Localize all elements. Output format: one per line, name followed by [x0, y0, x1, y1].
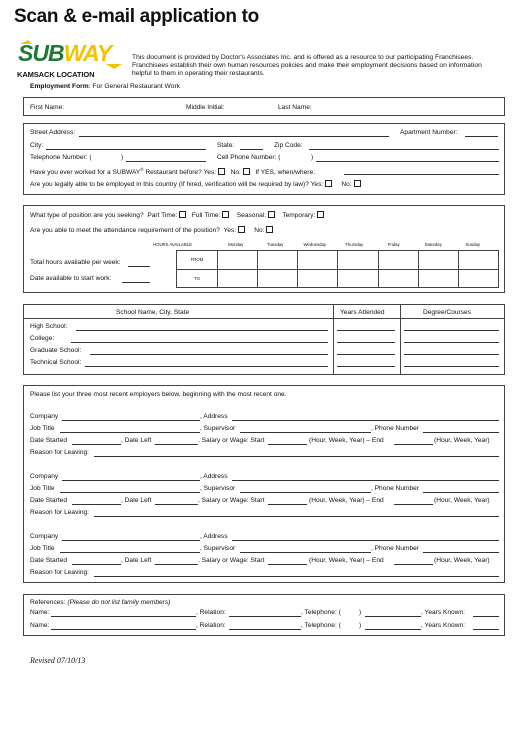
- employment-form-label: [30, 83, 180, 90]
- employment-intro: Please list your three most recent employers below, beginning with the most recent one.: [30, 391, 287, 398]
- school-field[interactable]: [71, 342, 328, 343]
- hours-cell[interactable]: [258, 269, 298, 288]
- zip-label: Zip Code:: [274, 142, 303, 149]
- location-label: KAMSACK LOCATION: [17, 70, 95, 79]
- salary-start-label: , Salary or Wage: Start: [198, 557, 265, 564]
- ref-relation-label: , Relation:: [196, 622, 226, 629]
- logo-text-a: SUB: [18, 40, 64, 66]
- day-label: Wednesday: [303, 242, 327, 247]
- salary-start-label: , Salary or Wage: Start: [198, 437, 265, 444]
- position-label: What type of position are you seeking?: [30, 212, 144, 219]
- phone-number-field[interactable]: [423, 432, 499, 433]
- hours-to-row: [177, 269, 499, 288]
- if-yes-field[interactable]: [344, 174, 499, 175]
- to-cell: [177, 269, 218, 288]
- years-col-header: Years Attended: [340, 309, 385, 316]
- temporary-checkbox[interactable]: [317, 211, 324, 218]
- city-field[interactable]: [46, 149, 206, 150]
- date-available-label: Date available to start work:: [30, 275, 112, 282]
- salary-period-label: (Hour, Week, Year): [434, 557, 490, 564]
- temporary-label: Temporary:: [282, 212, 316, 219]
- worked-before-a: Have you ever worked for a SUBWAY: [30, 169, 141, 177]
- day-label: Sunday: [465, 242, 481, 247]
- job-title-label: Job Title: [30, 545, 55, 552]
- years-field[interactable]: [337, 342, 395, 343]
- ref-years-known-label: , Years Known:: [421, 609, 465, 616]
- apartment-label: Apartment Number:: [400, 129, 458, 136]
- references-note: (Please do not list family members): [67, 599, 171, 606]
- ref-telephone-close: ): [359, 609, 362, 616]
- hours-cell[interactable]: [218, 269, 258, 288]
- hours-cell[interactable]: [458, 251, 498, 270]
- day-label: Monday: [228, 242, 244, 247]
- page-title: Scan & e-mail application to: [14, 6, 259, 27]
- day-label: Thursday: [345, 242, 364, 247]
- first-name-label: First Name:: [30, 104, 65, 111]
- salary-start-field[interactable]: [268, 504, 307, 505]
- hours-cell[interactable]: [418, 269, 458, 288]
- registered-mark: ®: [140, 167, 144, 172]
- ref-years-known-field[interactable]: [473, 616, 499, 617]
- street-address-label: Street Address:: [30, 129, 76, 136]
- hours-cell[interactable]: [458, 269, 498, 288]
- intro-paragraph: This document is provided by Doctor's Associates Inc. and is offered as a resource to our participating Franchisees. Franchisees establish their own human resources policies and make their employment decisions based on information helpful to them in operating their restaurants.: [132, 54, 482, 77]
- years-field[interactable]: [337, 366, 395, 367]
- salary-start-label: , Salary or Wage: Start: [198, 497, 265, 504]
- years-field[interactable]: [337, 330, 395, 331]
- ref-name-label: Name:: [30, 622, 50, 629]
- date-started-label: Date Started: [30, 557, 68, 564]
- salary-end-field[interactable]: [394, 444, 433, 445]
- date-left-field[interactable]: [155, 444, 198, 445]
- attendance-question: [30, 226, 273, 234]
- legal-no-label: No:: [341, 181, 352, 188]
- ref-years-known-field[interactable]: [473, 629, 499, 630]
- education-row-label: Technical School:: [30, 359, 82, 366]
- company-label: Company: [30, 533, 59, 540]
- address-field[interactable]: [232, 540, 499, 541]
- logo-text-b: WAY: [63, 40, 112, 66]
- salary-start-field[interactable]: [268, 564, 307, 565]
- education-header-rule: [24, 318, 504, 319]
- reason-field[interactable]: [94, 576, 499, 577]
- education-row-label: College:: [30, 335, 55, 342]
- references-section: [23, 594, 505, 636]
- ref-relation-field[interactable]: [229, 629, 301, 630]
- logo-wordmark: [18, 40, 111, 67]
- hours-cell[interactable]: [338, 251, 378, 270]
- date-left-label: , Date Left: [121, 557, 152, 564]
- phone-number-field[interactable]: [423, 552, 499, 553]
- hours-cell[interactable]: [218, 251, 258, 270]
- address-label: , Address: [200, 473, 228, 480]
- worked-before-yes-checkbox[interactable]: [218, 168, 225, 175]
- legal-question: [30, 180, 361, 188]
- legal-label: Are you legally able to be employed in this country (If hired, verification will be required by law)? Yes:: [30, 181, 324, 188]
- address-label: , Address: [200, 533, 228, 540]
- reason-field[interactable]: [94, 516, 499, 517]
- ref-telephone-label: , Telephone: (: [301, 609, 341, 616]
- phone-label: Telephone Number: (: [30, 154, 92, 161]
- street-address-field[interactable]: [79, 136, 389, 137]
- education-divider: [400, 305, 401, 374]
- total-hours-label: Total hours available per week:: [30, 259, 121, 266]
- date-started-field[interactable]: [72, 444, 121, 445]
- degree-field[interactable]: [404, 366, 499, 367]
- zip-field[interactable]: [309, 149, 499, 150]
- ref-telephone-field[interactable]: [365, 629, 421, 630]
- from-label: FROM: [190, 257, 204, 263]
- ref-relation-field[interactable]: [229, 616, 301, 617]
- salary-end-label: (Hour, Week, Year) – End: [309, 437, 384, 444]
- attendance-yes-label: Yes:: [223, 227, 237, 234]
- reason-label: Reason for Leaving:: [30, 449, 90, 456]
- degree-field[interactable]: [404, 342, 499, 343]
- attendance-label: Are you able to meet the attendance requirement of the position?: [30, 227, 220, 234]
- supervisor-label: , Supervisor: [200, 485, 236, 492]
- availability-section: [23, 205, 505, 293]
- address-field[interactable]: [232, 480, 499, 481]
- form-label: Employment Form: [30, 83, 89, 90]
- salary-period-label: (Hour, Week, Year): [434, 437, 490, 444]
- ref-name-field[interactable]: [51, 629, 196, 630]
- hours-available-label: HOURS AVAILABLE: [153, 242, 193, 247]
- job-title-field[interactable]: [60, 492, 200, 493]
- references-label: References:: [30, 599, 68, 606]
- date-left-field[interactable]: [155, 504, 198, 505]
- company-label: Company: [30, 473, 59, 480]
- supervisor-field[interactable]: [240, 432, 371, 433]
- name-section: [23, 97, 505, 116]
- part-time-checkbox[interactable]: [179, 211, 186, 218]
- reason-label: Reason for Leaving:: [30, 509, 90, 516]
- years-field[interactable]: [337, 354, 395, 355]
- worked-before-no-checkbox[interactable]: [243, 168, 250, 175]
- address-field[interactable]: [232, 420, 499, 421]
- salary-end-field[interactable]: [394, 564, 433, 565]
- day-label: Saturday: [424, 242, 442, 247]
- salary-start-field[interactable]: [268, 444, 307, 445]
- address-section: [23, 123, 505, 195]
- worked-before-b: Restaurant before? Yes:: [143, 169, 217, 177]
- attendance-yes-checkbox[interactable]: [238, 226, 245, 233]
- education-row-label: Graduate School:: [30, 347, 82, 354]
- worked-before-no-label: No:: [230, 169, 241, 177]
- hours-cell[interactable]: [418, 251, 458, 270]
- company-label: Company: [30, 413, 59, 420]
- state-field[interactable]: [240, 149, 263, 150]
- cell-close: ): [311, 154, 314, 161]
- seasonal-label: Seasonal:: [236, 212, 267, 219]
- last-name-label: Last Name:: [278, 104, 312, 111]
- school-field[interactable]: [90, 354, 328, 355]
- date-left-label: , Date Left: [121, 437, 152, 444]
- references-title: [30, 599, 170, 606]
- address-label: , Address: [200, 413, 228, 420]
- job-title-label: Job Title: [30, 485, 55, 492]
- degree-col-header: Degree/Courses: [423, 309, 472, 316]
- hours-from-row: [177, 251, 499, 270]
- ref-relation-label: , Relation:: [196, 609, 226, 616]
- hours-cell[interactable]: [338, 269, 378, 288]
- hours-cell[interactable]: [298, 269, 338, 288]
- ref-years-known-label: , Years Known:: [421, 622, 465, 629]
- hours-cell[interactable]: [258, 251, 298, 270]
- from-cell: [177, 251, 218, 270]
- phone-number-label: , Phone Number: [371, 485, 420, 492]
- date-available-field[interactable]: [122, 282, 150, 283]
- salary-end-label: (Hour, Week, Year) – End: [309, 557, 384, 564]
- ref-name-label: Name:: [30, 609, 50, 616]
- revised-date: Revised 07/10/13: [30, 656, 86, 665]
- legal-no-checkbox[interactable]: [354, 180, 361, 187]
- salary-end-label: (Hour, Week, Year) – End: [309, 497, 384, 504]
- employment-section: [23, 385, 505, 583]
- company-field[interactable]: [62, 540, 200, 541]
- seasonal-checkbox[interactable]: [268, 211, 275, 218]
- legal-yes-checkbox[interactable]: [325, 180, 332, 187]
- ref-telephone-label: , Telephone: (: [301, 622, 341, 629]
- hours-cell[interactable]: [378, 269, 418, 288]
- worked-before-question: [30, 167, 315, 176]
- cell-field[interactable]: [316, 161, 499, 162]
- school-field[interactable]: [76, 330, 328, 331]
- job-title-field[interactable]: [60, 432, 200, 433]
- date-started-label: Date Started: [30, 437, 68, 444]
- phone-field[interactable]: [126, 161, 206, 162]
- hours-cell[interactable]: [298, 251, 338, 270]
- position-question: [30, 211, 324, 219]
- reason-label: Reason for Leaving:: [30, 569, 90, 576]
- to-label: TO: [194, 275, 200, 281]
- education-row-label: High School:: [30, 323, 68, 330]
- attendance-no-checkbox[interactable]: [266, 226, 273, 233]
- supervisor-label: , Supervisor: [200, 425, 236, 432]
- attendance-no-label: No:: [254, 227, 265, 234]
- job-title-field[interactable]: [60, 552, 200, 553]
- part-time-label: Part Time:: [147, 212, 178, 219]
- cell-label: Cell Phone Number: (: [217, 154, 281, 161]
- school-field[interactable]: [85, 366, 328, 367]
- full-time-label: Full Time:: [191, 212, 221, 219]
- hours-grid: [176, 250, 499, 288]
- date-started-field[interactable]: [72, 564, 121, 565]
- full-time-checkbox[interactable]: [222, 211, 229, 218]
- phone-number-label: , Phone Number: [371, 545, 420, 552]
- company-field[interactable]: [62, 420, 200, 421]
- date-left-field[interactable]: [155, 564, 198, 565]
- job-title-label: Job Title: [30, 425, 55, 432]
- education-divider: [333, 305, 334, 374]
- hours-cell[interactable]: [378, 251, 418, 270]
- city-label: City:: [30, 142, 44, 149]
- ref-name-field[interactable]: [51, 616, 196, 617]
- ref-telephone-close: ): [359, 622, 362, 629]
- state-label: State:: [217, 142, 235, 149]
- company-field[interactable]: [62, 480, 200, 481]
- middle-initial-label: Middle Initial:: [186, 104, 225, 111]
- date-started-label: Date Started: [30, 497, 68, 504]
- form-sub: : For General Restaurant Work: [88, 83, 181, 90]
- date-started-field[interactable]: [72, 504, 121, 505]
- salary-period-label: (Hour, Week, Year): [434, 497, 490, 504]
- supervisor-label: , Supervisor: [200, 545, 236, 552]
- degree-field[interactable]: [404, 330, 499, 331]
- apartment-field[interactable]: [465, 136, 498, 137]
- supervisor-field[interactable]: [240, 552, 371, 553]
- salary-end-field[interactable]: [394, 504, 433, 505]
- if-yes-label: If YES, when/where:: [255, 169, 315, 177]
- education-section: [23, 304, 505, 375]
- phone-close: ): [121, 154, 124, 161]
- total-hours-field[interactable]: [128, 266, 150, 267]
- degree-field[interactable]: [404, 354, 499, 355]
- day-label: Friday: [387, 242, 400, 247]
- date-left-label: , Date Left: [121, 497, 152, 504]
- supervisor-field[interactable]: [240, 492, 371, 493]
- ref-telephone-field[interactable]: [365, 616, 421, 617]
- reason-field[interactable]: [94, 456, 499, 457]
- school-col-header: School Name, City, State: [116, 309, 190, 316]
- phone-number-label: , Phone Number: [371, 425, 420, 432]
- phone-number-field[interactable]: [423, 492, 499, 493]
- day-label: Tuesday: [267, 242, 284, 247]
